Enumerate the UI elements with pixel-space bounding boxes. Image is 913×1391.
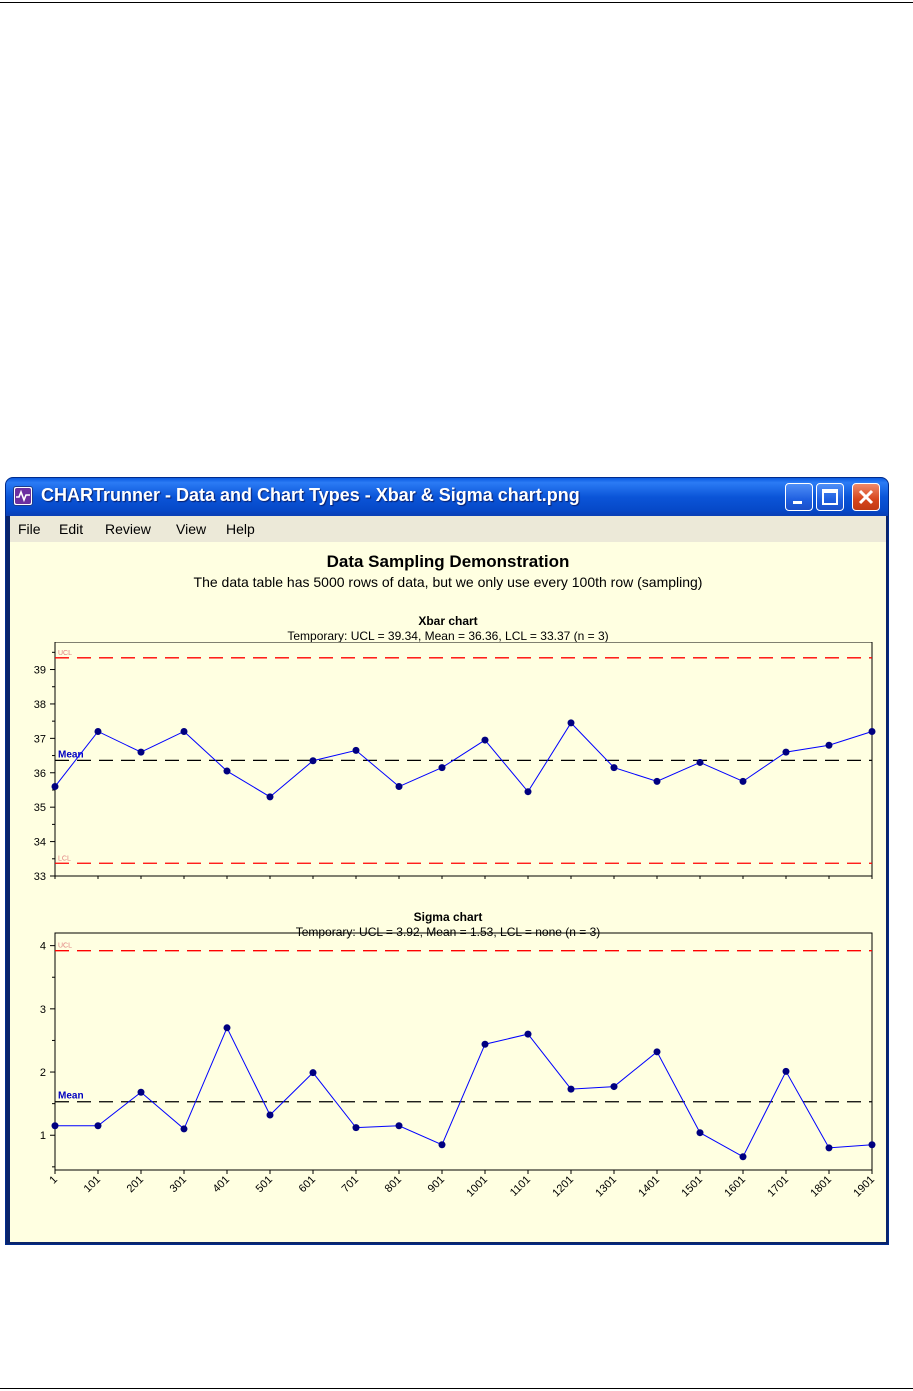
xbar-chart-title: Xbar chart bbox=[418, 614, 478, 628]
data-point bbox=[568, 1086, 575, 1093]
sigma-chart bbox=[10, 932, 886, 1237]
title-bar[interactable] bbox=[6, 478, 889, 516]
x-tick-label: 1801 bbox=[808, 1173, 835, 1200]
close-icon bbox=[853, 484, 879, 510]
data-point bbox=[525, 1031, 532, 1038]
x-tick-label: 1401 bbox=[636, 1173, 663, 1200]
data-point bbox=[396, 783, 403, 790]
maximize-button[interactable] bbox=[816, 483, 844, 511]
x-tick-label: 1701 bbox=[765, 1173, 792, 1200]
y-tick-label: 35 bbox=[33, 802, 46, 815]
y-tick-label: 33 bbox=[33, 871, 46, 883]
data-point bbox=[95, 1122, 102, 1129]
data-point bbox=[826, 742, 833, 749]
data-point bbox=[310, 1069, 317, 1076]
x-tick-label: 1301 bbox=[593, 1173, 620, 1200]
data-point bbox=[568, 719, 575, 726]
mean-label: Mean bbox=[58, 749, 84, 761]
data-point bbox=[869, 1141, 876, 1148]
x-tick-label: 501 bbox=[253, 1173, 276, 1196]
y-tick-label: 1 bbox=[39, 1130, 46, 1143]
data-point bbox=[52, 1122, 59, 1129]
data-point bbox=[482, 1041, 489, 1048]
x-tick-label: 1501 bbox=[679, 1173, 706, 1200]
x-tick-label: 201 bbox=[124, 1173, 147, 1196]
ucl-label: UCL bbox=[58, 649, 73, 657]
y-tick-label: 37 bbox=[33, 733, 46, 746]
x-tick-label: 1601 bbox=[722, 1173, 749, 1200]
menu-file[interactable]: File bbox=[18, 521, 41, 537]
x-tick-label: 1001 bbox=[464, 1173, 491, 1200]
page-subtitle: The data table has 5000 rows of data, but we only use every 100th row (sampling) bbox=[193, 574, 703, 590]
sigma-chart-title: Sigma chart bbox=[413, 910, 483, 924]
page-title: Data Sampling Demonstration bbox=[326, 552, 570, 571]
lcl-label: LCL bbox=[58, 855, 71, 863]
y-tick-label: 4 bbox=[39, 940, 46, 953]
data-point bbox=[869, 728, 876, 735]
data-point bbox=[740, 1153, 747, 1160]
data-point bbox=[353, 1124, 360, 1131]
data-point bbox=[740, 778, 747, 785]
menu-review[interactable]: Review bbox=[105, 521, 151, 537]
x-tick-label: 1 bbox=[47, 1173, 61, 1187]
page-bottom-rule bbox=[0, 1388, 913, 1389]
data-point bbox=[783, 749, 790, 756]
data-point bbox=[52, 783, 59, 790]
data-point bbox=[181, 728, 188, 735]
x-tick-label: 901 bbox=[425, 1173, 448, 1196]
data-point bbox=[826, 1144, 833, 1151]
y-tick-label: 36 bbox=[33, 767, 46, 780]
data-point bbox=[654, 1048, 661, 1055]
maximize-icon bbox=[817, 484, 843, 510]
plot-frame bbox=[55, 642, 872, 876]
y-tick-label: 38 bbox=[33, 698, 46, 711]
menu-view[interactable]: View bbox=[176, 521, 207, 537]
data-point bbox=[95, 728, 102, 735]
data-point bbox=[138, 749, 145, 756]
x-tick-label: 601 bbox=[296, 1173, 319, 1196]
data-point bbox=[697, 1129, 704, 1136]
minimize-icon bbox=[786, 484, 812, 510]
data-point bbox=[181, 1125, 188, 1132]
data-point bbox=[310, 757, 317, 764]
app-logo-icon bbox=[13, 486, 33, 506]
mean-label: Mean bbox=[58, 1090, 84, 1102]
menu-edit[interactable]: Edit bbox=[59, 521, 84, 537]
data-point bbox=[396, 1122, 403, 1129]
data-point bbox=[482, 737, 489, 744]
x-tick-label: 401 bbox=[210, 1173, 233, 1196]
y-tick-label: 39 bbox=[33, 664, 46, 677]
data-point bbox=[267, 793, 274, 800]
window-title: CHARTrunner - Data and Chart Types - Xbar & Sigma chart.png bbox=[41, 485, 580, 505]
sigma-chart-subtitle: Temporary: UCL = 3.92, Mean = 1.53, LCL = none (n = 3) bbox=[295, 925, 601, 939]
x-tick-label: 101 bbox=[81, 1173, 104, 1196]
x-tick-label: 301 bbox=[167, 1173, 190, 1196]
x-tick-label: 1201 bbox=[550, 1173, 577, 1200]
ucl-label: UCL bbox=[58, 942, 73, 950]
menu-bar bbox=[10, 516, 886, 542]
chart-area bbox=[10, 542, 886, 1242]
data-point bbox=[654, 778, 661, 785]
data-point bbox=[525, 788, 532, 795]
xbar-chart bbox=[10, 642, 886, 922]
y-tick-label: 2 bbox=[39, 1067, 46, 1080]
data-point bbox=[353, 747, 360, 754]
xbar-chart-subtitle: Temporary: UCL = 39.34, Mean = 36.36, LCL = 33.37 (n = 3) bbox=[287, 629, 609, 643]
page-top-rule bbox=[0, 2, 913, 3]
data-point bbox=[439, 764, 446, 771]
data-point bbox=[224, 768, 231, 775]
x-tick-label: 701 bbox=[339, 1173, 362, 1196]
data-point bbox=[697, 759, 704, 766]
data-point bbox=[224, 1024, 231, 1031]
minimize-button[interactable] bbox=[785, 483, 813, 511]
data-point bbox=[783, 1068, 790, 1075]
close-button[interactable] bbox=[852, 483, 880, 511]
data-point bbox=[611, 1083, 618, 1090]
x-tick-label: 1901 bbox=[851, 1173, 878, 1200]
data-point bbox=[611, 764, 618, 771]
x-tick-label: 1101 bbox=[507, 1173, 534, 1199]
app-window bbox=[5, 477, 889, 1245]
series-line bbox=[55, 1028, 872, 1157]
y-tick-label: 3 bbox=[39, 1003, 46, 1016]
x-tick-label: 801 bbox=[382, 1173, 405, 1196]
menu-help[interactable]: Help bbox=[226, 521, 255, 537]
data-point bbox=[439, 1141, 446, 1148]
data-point bbox=[138, 1089, 145, 1096]
y-tick-label: 34 bbox=[33, 836, 46, 849]
plot-frame bbox=[55, 933, 872, 1170]
data-point bbox=[267, 1112, 274, 1119]
